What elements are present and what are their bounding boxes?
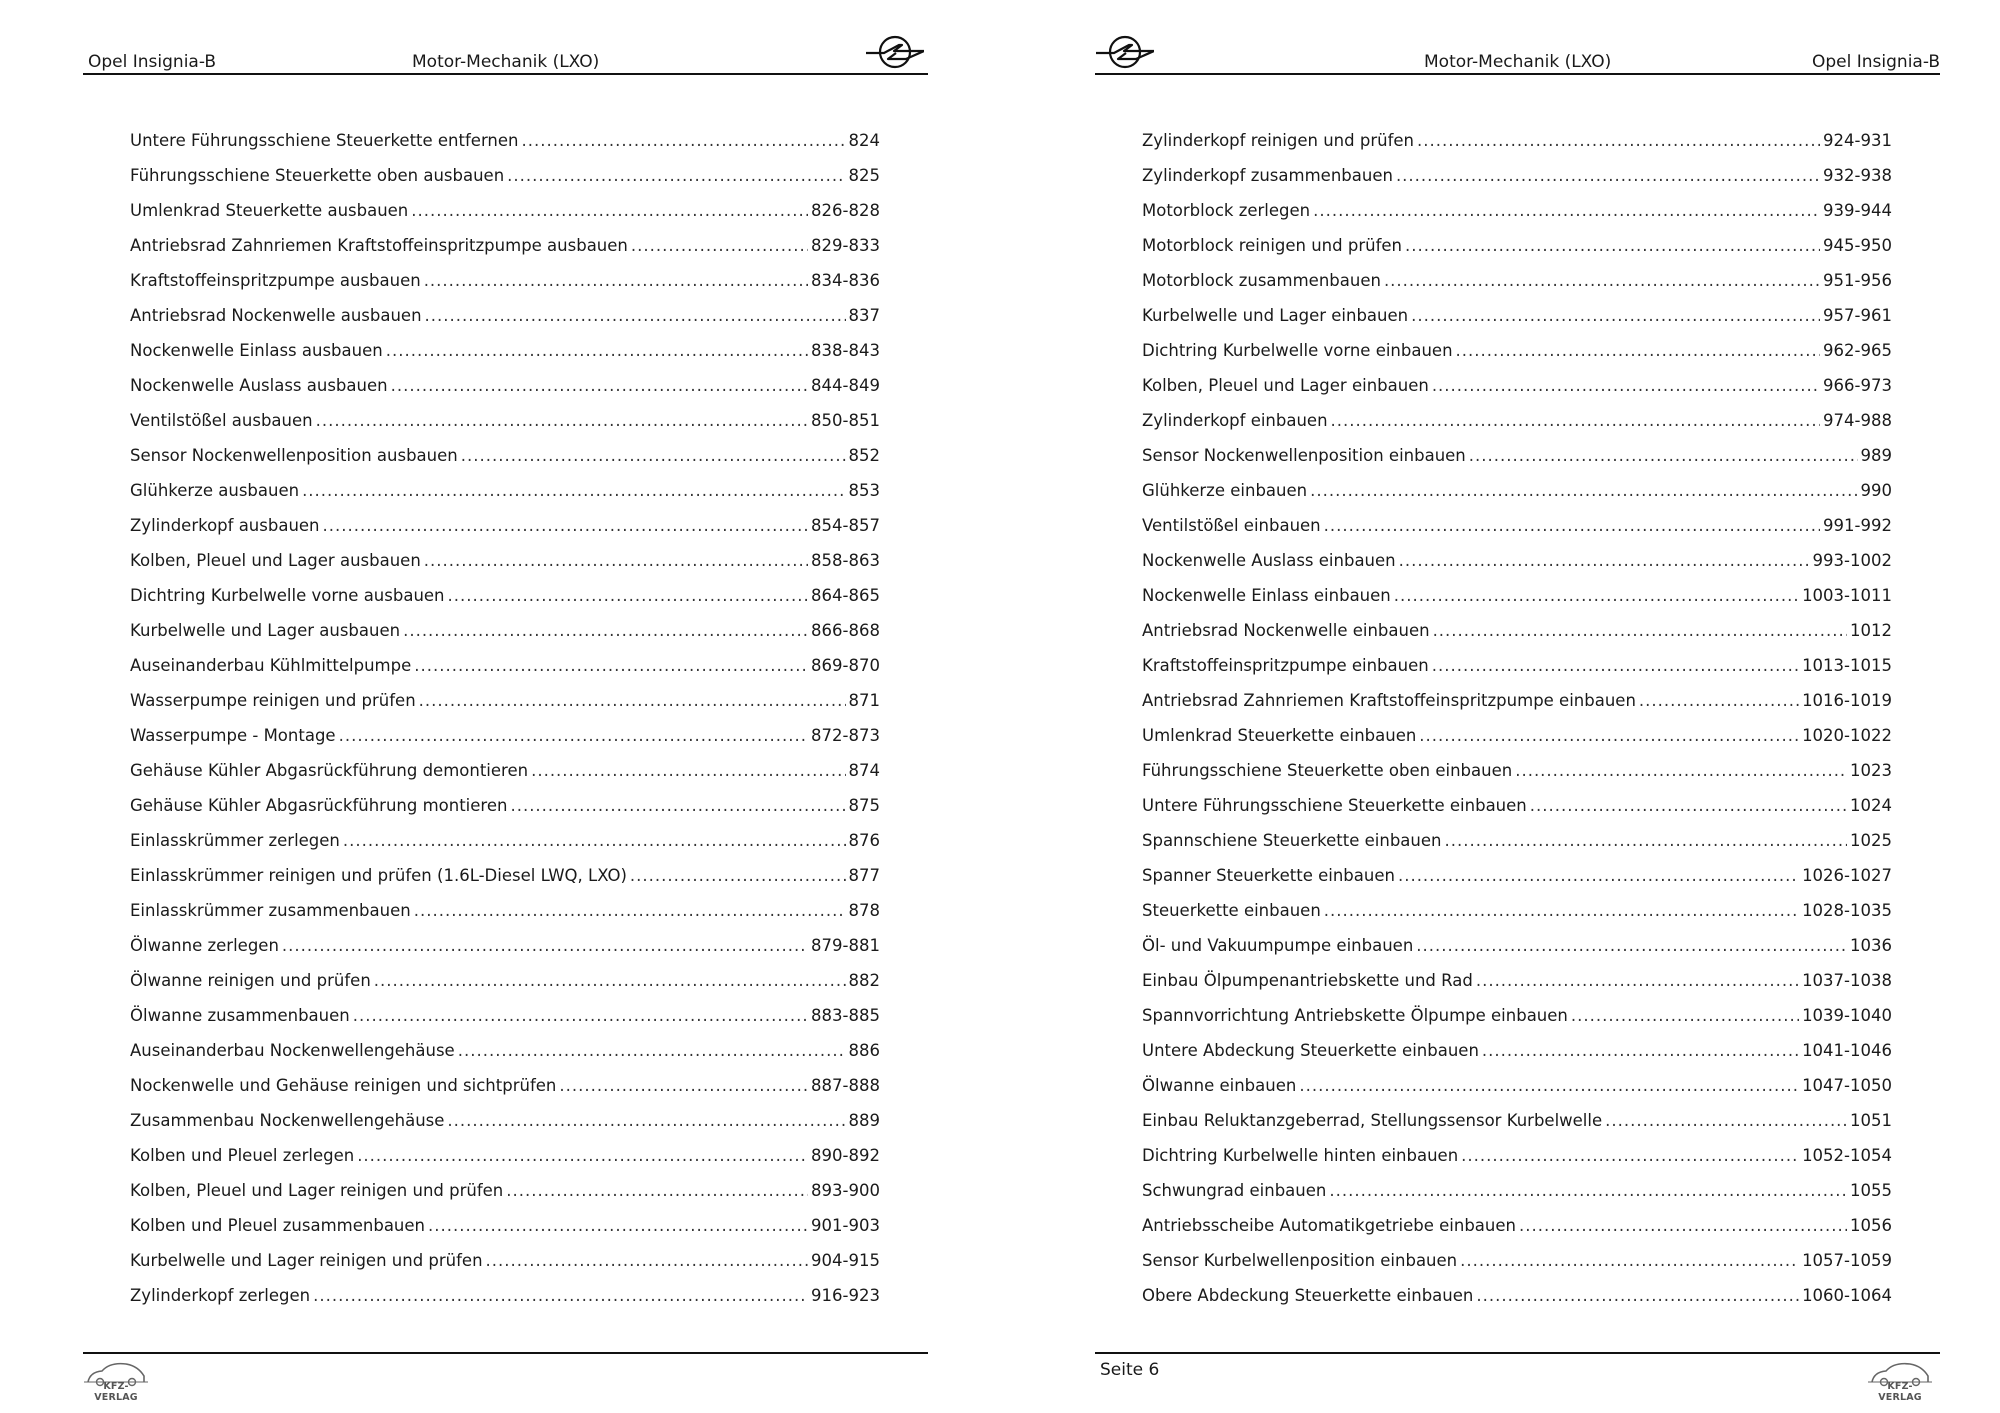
toc-leader-dots — [1398, 866, 1799, 885]
page-number: Seite 6 — [1100, 1360, 1160, 1380]
toc-leader-dots — [630, 866, 846, 885]
toc-leader-dots — [1396, 166, 1820, 185]
toc-entry[interactable] — [130, 936, 880, 971]
toc-entry-page: 1016-1019 — [1802, 691, 1892, 710]
toc-entry[interactable] — [1142, 971, 1892, 1006]
toc-leader-dots — [424, 551, 808, 570]
toc-entry-title: Schwungrad einbauen — [1142, 1181, 1327, 1200]
toc-entry-page: 844-849 — [811, 376, 880, 395]
toc-entry-title: Kolben, Pleuel und Lager ausbauen — [130, 551, 421, 570]
toc-entry[interactable] — [1142, 481, 1892, 516]
toc-entry[interactable] — [130, 621, 880, 656]
toc-entry[interactable] — [130, 1216, 880, 1251]
toc-entry-page: 826-828 — [811, 201, 880, 220]
toc-leader-dots — [1432, 656, 1799, 675]
toc-leader-dots — [1394, 586, 1799, 605]
toc-leader-dots — [1324, 516, 1820, 535]
toc-entry-title: Sensor Nockenwellenposition ausbauen — [130, 446, 458, 465]
toc-entry[interactable] — [1142, 586, 1892, 621]
toc-entry-title: Ventilstößel ausbauen — [130, 411, 313, 430]
toc-entry[interactable] — [130, 796, 880, 831]
toc-entry[interactable] — [1142, 936, 1892, 971]
toc-entry[interactable] — [1142, 551, 1892, 586]
toc-entry-title: Umlenkrad Steuerkette einbauen — [1142, 726, 1417, 745]
toc-entry-title: Führungsschiene Steuerkette oben ausbauen — [130, 166, 505, 185]
toc-entry[interactable] — [1142, 306, 1892, 341]
toc-entry-page: 879-881 — [811, 936, 880, 955]
toc-leader-dots — [1519, 1216, 1847, 1235]
toc-entry-page: 1012 — [1850, 621, 1892, 640]
toc-entry-title: Auseinanderbau Kühlmittelpumpe — [130, 656, 412, 675]
toc-leader-dots — [510, 796, 845, 815]
toc-leader-dots — [1515, 761, 1847, 780]
toc-entry-page: 962-965 — [1823, 341, 1892, 360]
toc-entry[interactable] — [130, 726, 880, 761]
toc-entry[interactable] — [1142, 376, 1892, 411]
toc-entry-page: 1041-1046 — [1802, 1041, 1892, 1060]
toc-entry-title: Einlasskrümmer zusammenbauen — [130, 901, 411, 920]
toc-left — [130, 131, 880, 1321]
toc-entry-page: 932-938 — [1823, 166, 1892, 185]
toc-leader-dots — [1476, 971, 1799, 990]
toc-right — [1142, 131, 1892, 1321]
toc-entry-title: Zylinderkopf reinigen und prüfen — [1142, 131, 1414, 150]
toc-entry-page: 1028-1035 — [1802, 901, 1892, 920]
toc-entry[interactable] — [130, 481, 880, 516]
toc-leader-dots — [1416, 936, 1847, 955]
toc-entry-page: 1055 — [1850, 1181, 1892, 1200]
footer-rule — [83, 1352, 928, 1354]
toc-leader-dots — [386, 341, 808, 360]
toc-entry-page: 966-973 — [1823, 376, 1892, 395]
toc-leader-dots — [428, 1216, 808, 1235]
toc-entry-title: Nockenwelle Einlass einbauen — [1142, 586, 1391, 605]
toc-entry-title: Nockenwelle Einlass ausbauen — [130, 341, 383, 360]
toc-entry-page: 993-1002 — [1812, 551, 1892, 570]
toc-entry-page: 882 — [848, 971, 880, 990]
toc-leader-dots — [1417, 131, 1820, 150]
toc-entry-title: Wasserpumpe reinigen und prüfen — [130, 691, 416, 710]
toc-leader-dots — [1324, 901, 1799, 920]
toc-entry-title: Kraftstoffeinspritzpumpe einbauen — [1142, 656, 1429, 675]
toc-entry[interactable] — [130, 1111, 880, 1146]
toc-entry-title: Kolben und Pleuel zerlegen — [130, 1146, 355, 1165]
toc-entry[interactable] — [1142, 1216, 1892, 1251]
toc-entry[interactable] — [1142, 341, 1892, 376]
toc-entry-title: Motorblock zerlegen — [1142, 201, 1311, 220]
toc-entry-title: Antriebsrad Zahnriemen Kraftstoffeinspritzpumpe einbauen — [1142, 691, 1636, 710]
footer-rule — [1095, 1352, 1940, 1354]
header-model: Opel Insignia-B — [88, 52, 217, 72]
toc-entry-page: 1013-1015 — [1802, 656, 1892, 675]
toc-entry-title: Kolben, Pleuel und Lager reinigen und prüfen — [130, 1181, 504, 1200]
toc-entry-page: 886 — [848, 1041, 880, 1060]
toc-leader-dots — [425, 306, 846, 325]
toc-entry-page: 951-956 — [1823, 271, 1892, 290]
toc-entry-page: 924-931 — [1823, 131, 1892, 150]
toc-entry-title: Motorblock reinigen und prüfen — [1142, 236, 1402, 255]
toc-entry-title: Sensor Kurbelwellenposition einbauen — [1142, 1251, 1458, 1270]
toc-entry[interactable] — [130, 131, 880, 166]
toc-entry-title: Kurbelwelle und Lager ausbauen — [130, 621, 401, 640]
toc-entry[interactable] — [130, 586, 880, 621]
toc-entry[interactable] — [1142, 1076, 1892, 1111]
toc-entry-page: 1024 — [1850, 796, 1892, 815]
toc-entry-page: 974-988 — [1823, 411, 1892, 430]
toc-entry-title: Dichtring Kurbelwelle hinten einbauen — [1142, 1146, 1459, 1165]
toc-entry-page: 834-836 — [811, 271, 880, 290]
toc-entry-title: Zylinderkopf zerlegen — [130, 1286, 311, 1305]
toc-leader-dots — [1399, 551, 1810, 570]
toc-leader-dots — [522, 131, 846, 150]
toc-leader-dots — [1639, 691, 1799, 710]
toc-entry[interactable] — [1142, 271, 1892, 306]
toc-entry-title: Zylinderkopf zusammenbauen — [1142, 166, 1393, 185]
toc-entry-title: Antriebsrad Nockenwelle ausbauen — [130, 306, 422, 325]
toc-entry[interactable] — [130, 831, 880, 866]
toc-entry[interactable] — [130, 1076, 880, 1111]
toc-entry-page: 854-857 — [811, 516, 880, 535]
toc-leader-dots — [1469, 446, 1858, 465]
toc-entry[interactable] — [130, 1286, 880, 1321]
toc-entry-page: 1036 — [1850, 936, 1892, 955]
toc-leader-dots — [323, 516, 809, 535]
toc-entry-page: 945-950 — [1823, 236, 1892, 255]
toc-entry-page: 1023 — [1850, 761, 1892, 780]
toc-entry[interactable] — [1142, 1286, 1892, 1321]
toc-leader-dots — [1384, 271, 1820, 290]
toc-entry-title: Motorblock zusammenbauen — [1142, 271, 1381, 290]
toc-entry-title: Glühkerze ausbauen — [130, 481, 300, 500]
toc-entry-page: 939-944 — [1823, 201, 1892, 220]
toc-leader-dots — [343, 831, 846, 850]
toc-leader-dots — [357, 1146, 808, 1165]
header-section: Motor-Mechanik (LXO) — [412, 52, 600, 72]
toc-entry-title: Einbau Ölpumpenantriebskette und Rad — [1142, 971, 1473, 990]
toc-entry-page: 876 — [848, 831, 880, 850]
toc-entry-title: Gehäuse Kühler Abgasrückführung demontieren — [130, 761, 529, 780]
toc-entry-page: 829-833 — [811, 236, 880, 255]
toc-entry-title: Dichtring Kurbelwelle vorne einbauen — [1142, 341, 1453, 360]
toc-entry[interactable] — [130, 971, 880, 1006]
toc-entry-title: Umlenkrad Steuerkette ausbauen — [130, 201, 409, 220]
toc-leader-dots — [419, 691, 846, 710]
toc-entry-title: Einlasskrümmer zerlegen — [130, 831, 340, 850]
toc-entry[interactable] — [130, 691, 880, 726]
toc-entry[interactable] — [130, 446, 880, 481]
toc-entry[interactable] — [130, 1006, 880, 1041]
toc-entry[interactable] — [130, 236, 880, 271]
toc-entry-page: 957-961 — [1823, 306, 1892, 325]
toc-entry-title: Nockenwelle Auslass ausbauen — [130, 376, 388, 395]
toc-entry-page: 1037-1038 — [1802, 971, 1892, 990]
toc-entry-page: 901-903 — [811, 1216, 880, 1235]
toc-leader-dots — [1419, 726, 1799, 745]
toc-leader-dots — [1482, 1041, 1799, 1060]
opel-logo-icon — [1096, 32, 1154, 72]
toc-entry-page: 1052-1054 — [1802, 1146, 1892, 1165]
toc-leader-dots — [461, 446, 846, 465]
toc-entry-page: 890-892 — [811, 1146, 880, 1165]
toc-leader-dots — [403, 621, 808, 640]
toc-entry-title: Antriebsscheibe Automatikgetriebe einbauen — [1142, 1216, 1516, 1235]
toc-entry[interactable] — [130, 166, 880, 201]
toc-leader-dots — [458, 1041, 846, 1060]
toc-leader-dots — [339, 726, 808, 745]
toc-entry-page: 878 — [848, 901, 880, 920]
toc-entry[interactable] — [1142, 1006, 1892, 1041]
header-rule — [83, 73, 928, 75]
toc-leader-dots — [414, 656, 808, 675]
toc-entry[interactable] — [130, 866, 880, 901]
header-model: Opel Insignia-B — [1812, 52, 1941, 72]
toc-leader-dots — [1329, 1181, 1847, 1200]
toc-leader-dots — [411, 201, 808, 220]
toc-entry-page: 1057-1059 — [1802, 1251, 1892, 1270]
toc-leader-dots — [1411, 306, 1820, 325]
toc-leader-dots — [414, 901, 846, 920]
toc-leader-dots — [1456, 341, 1821, 360]
toc-entry-page: 1060-1064 — [1802, 1286, 1892, 1305]
toc-entry-title: Ölwanne einbauen — [1142, 1076, 1297, 1095]
toc-entry[interactable] — [1142, 1181, 1892, 1216]
toc-entry-title: Nockenwelle Auslass einbauen — [1142, 551, 1396, 570]
toc-entry[interactable] — [1142, 1146, 1892, 1181]
toc-entry[interactable] — [130, 1146, 880, 1181]
toc-entry[interactable] — [130, 201, 880, 236]
toc-entry-page: 825 — [848, 166, 880, 185]
toc-entry[interactable] — [1142, 446, 1892, 481]
toc-leader-dots — [313, 1286, 808, 1305]
toc-entry[interactable] — [1142, 761, 1892, 796]
toc-entry-title: Kolben und Pleuel zusammenbauen — [130, 1216, 425, 1235]
toc-leader-dots — [282, 936, 808, 955]
toc-entry[interactable] — [130, 341, 880, 376]
toc-entry-title: Gehäuse Kühler Abgasrückführung montieren — [130, 796, 508, 815]
toc-entry-title: Nockenwelle und Gehäuse reinigen und sichtprüfen — [130, 1076, 557, 1095]
toc-entry[interactable] — [130, 516, 880, 551]
toc-entry[interactable] — [130, 1181, 880, 1216]
toc-leader-dots — [506, 1181, 808, 1200]
toc-entry[interactable] — [1142, 726, 1892, 761]
toc-entry-page: 1003-1011 — [1802, 586, 1892, 605]
toc-leader-dots — [1331, 411, 1821, 430]
toc-entry-page: 1039-1040 — [1802, 1006, 1892, 1025]
toc-entry-page: 887-888 — [811, 1076, 880, 1095]
toc-entry[interactable] — [1142, 831, 1892, 866]
toc-entry-page: 916-923 — [811, 1286, 880, 1305]
toc-leader-dots — [1571, 1006, 1799, 1025]
toc-entry-title: Kraftstoffeinspritzpumpe ausbauen — [130, 271, 421, 290]
toc-entry-title: Führungsschiene Steuerkette oben einbauen — [1142, 761, 1513, 780]
toc-entry-title: Ölwanne zusammenbauen — [130, 1006, 350, 1025]
toc-entry-page: 872-873 — [811, 726, 880, 745]
toc-entry[interactable] — [1142, 621, 1892, 656]
toc-entry-page: 875 — [848, 796, 880, 815]
toc-leader-dots — [531, 761, 845, 780]
toc-entry-page: 850-851 — [811, 411, 880, 430]
toc-leader-dots — [302, 481, 845, 500]
toc-leader-dots — [391, 376, 808, 395]
toc-entry-page: 1056 — [1850, 1216, 1892, 1235]
toc-entry-page: 852 — [848, 446, 880, 465]
publisher-label: KFZ-VERLAG — [1878, 1381, 1922, 1403]
toc-entry[interactable] — [1142, 516, 1892, 551]
toc-entry[interactable] — [1142, 1111, 1892, 1146]
toc-leader-dots — [374, 971, 846, 990]
toc-entry-page: 1026-1027 — [1802, 866, 1892, 885]
toc-entry-page: 1020-1022 — [1802, 726, 1892, 745]
toc-entry-page: 893-900 — [811, 1181, 880, 1200]
toc-entry-title: Sensor Nockenwellenposition einbauen — [1142, 446, 1466, 465]
toc-entry-page: 1025 — [1850, 831, 1892, 850]
toc-entry[interactable] — [130, 306, 880, 341]
toc-entry-title: Spanner Steuerkette einbauen — [1142, 866, 1395, 885]
toc-entry-title: Spannschiene Steuerkette einbauen — [1142, 831, 1442, 850]
toc-entry-page: 904-915 — [811, 1251, 880, 1270]
toc-entry-title: Zusammenbau Nockenwellengehäuse — [130, 1111, 445, 1130]
toc-entry-title: Antriebsrad Nockenwelle einbauen — [1142, 621, 1430, 640]
toc-entry-page: 889 — [848, 1111, 880, 1130]
toc-entry-page: 871 — [848, 691, 880, 710]
toc-entry-title: Einbau Reluktanzgeberrad, Stellungssensor Kurbelwelle — [1142, 1111, 1603, 1130]
toc-entry-title: Kolben, Pleuel und Lager einbauen — [1142, 376, 1429, 395]
toc-leader-dots — [1405, 236, 1820, 255]
toc-leader-dots — [448, 586, 809, 605]
toc-entry[interactable] — [130, 901, 880, 936]
toc-entry-page: 883-885 — [811, 1006, 880, 1025]
toc-entry[interactable] — [130, 761, 880, 796]
toc-entry[interactable] — [130, 1251, 880, 1286]
toc-entry[interactable] — [1142, 131, 1892, 166]
toc-leader-dots — [1299, 1076, 1799, 1095]
toc-leader-dots — [316, 411, 808, 430]
toc-entry-title: Öl- und Vakuumpumpe einbauen — [1142, 936, 1414, 955]
toc-entry[interactable] — [1142, 236, 1892, 271]
toc-entry-title: Ölwanne zerlegen — [130, 936, 279, 955]
toc-entry-title: Auseinanderbau Nockenwellengehäuse — [130, 1041, 455, 1060]
toc-entry-title: Untere Abdeckung Steuerkette einbauen — [1142, 1041, 1479, 1060]
toc-leader-dots — [1530, 796, 1847, 815]
toc-entry-page: 877 — [848, 866, 880, 885]
toc-leader-dots — [447, 1111, 845, 1130]
toc-entry[interactable] — [1142, 901, 1892, 936]
toc-leader-dots — [486, 1251, 809, 1270]
toc-entry-page: 858-863 — [811, 551, 880, 570]
toc-entry-page: 838-843 — [811, 341, 880, 360]
toc-entry[interactable] — [1142, 201, 1892, 236]
toc-entry[interactable] — [130, 411, 880, 446]
toc-leader-dots — [1313, 201, 1820, 220]
toc-entry-title: Kurbelwelle und Lager einbauen — [1142, 306, 1409, 325]
toc-entry[interactable] — [130, 656, 880, 691]
toc-leader-dots — [1605, 1111, 1847, 1130]
header-section: Motor-Mechanik (LXO) — [1424, 52, 1612, 72]
toc-entry[interactable] — [130, 1041, 880, 1076]
header-rule — [1095, 73, 1940, 75]
toc-entry-page: 991-992 — [1823, 516, 1892, 535]
toc-entry[interactable] — [1142, 866, 1892, 901]
toc-entry-page: 837 — [848, 306, 880, 325]
toc-entry[interactable] — [130, 376, 880, 411]
toc-entry[interactable] — [1142, 166, 1892, 201]
toc-entry-title: Antriebsrad Zahnriemen Kraftstoffeinspritzpumpe ausbauen — [130, 236, 628, 255]
toc-entry-page: 1047-1050 — [1802, 1076, 1892, 1095]
toc-entry-title: Einlasskrümmer reinigen und prüfen (1.6L-Diesel LWQ, LXO) — [130, 866, 627, 885]
toc-entry-title: Spannvorrichtung Antriebskette Ölpumpe einbauen — [1142, 1006, 1568, 1025]
toc-entry-page: 864-865 — [811, 586, 880, 605]
toc-entry-title: Dichtring Kurbelwelle vorne ausbauen — [130, 586, 445, 605]
toc-leader-dots — [631, 236, 808, 255]
toc-entry[interactable] — [1142, 1251, 1892, 1286]
toc-leader-dots — [507, 166, 845, 185]
toc-entry-title: Untere Führungsschiene Steuerkette einbauen — [1142, 796, 1527, 815]
toc-entry-title: Kurbelwelle und Lager reinigen und prüfen — [130, 1251, 483, 1270]
toc-entry-title: Ventilstößel einbauen — [1142, 516, 1321, 535]
toc-leader-dots — [1461, 1146, 1799, 1165]
toc-leader-dots — [1310, 481, 1857, 500]
toc-entry-title: Glühkerze einbauen — [1142, 481, 1308, 500]
toc-leader-dots — [353, 1006, 808, 1025]
toc-leader-dots — [1433, 621, 1847, 640]
toc-leader-dots — [1444, 831, 1847, 850]
toc-leader-dots — [1460, 1251, 1799, 1270]
toc-entry[interactable] — [130, 551, 880, 586]
toc-entry-page: 874 — [848, 761, 880, 780]
toc-leader-dots — [559, 1076, 808, 1095]
toc-leader-dots — [1432, 376, 1820, 395]
toc-leader-dots — [1476, 1286, 1799, 1305]
toc-entry-title: Zylinderkopf einbauen — [1142, 411, 1328, 430]
toc-entry-page: 989 — [1860, 446, 1892, 465]
toc-entry[interactable] — [1142, 691, 1892, 726]
toc-leader-dots — [424, 271, 808, 290]
toc-entry-page: 1051 — [1850, 1111, 1892, 1130]
toc-entry-title: Untere Führungsschiene Steuerkette entfernen — [130, 131, 519, 150]
toc-entry-page: 866-868 — [811, 621, 880, 640]
toc-entry-page: 824 — [848, 131, 880, 150]
publisher-label: KFZ-VERLAG — [94, 1381, 138, 1403]
toc-entry-title: Wasserpumpe - Montage — [130, 726, 336, 745]
right-page — [1000, 0, 2000, 1413]
toc-entry-title: Ölwanne reinigen und prüfen — [130, 971, 371, 990]
toc-entry[interactable] — [1142, 656, 1892, 691]
toc-entry-title: Zylinderkopf ausbauen — [130, 516, 320, 535]
toc-entry[interactable] — [1142, 1041, 1892, 1076]
toc-entry-title: Steuerkette einbauen — [1142, 901, 1321, 920]
toc-entry[interactable] — [1142, 411, 1892, 446]
toc-entry-page: 990 — [1860, 481, 1892, 500]
opel-logo-icon — [866, 32, 924, 72]
toc-entry[interactable] — [130, 271, 880, 306]
toc-entry-page: 853 — [848, 481, 880, 500]
toc-entry-page: 869-870 — [811, 656, 880, 675]
toc-entry[interactable] — [1142, 796, 1892, 831]
toc-entry-title: Obere Abdeckung Steuerkette einbauen — [1142, 1286, 1474, 1305]
